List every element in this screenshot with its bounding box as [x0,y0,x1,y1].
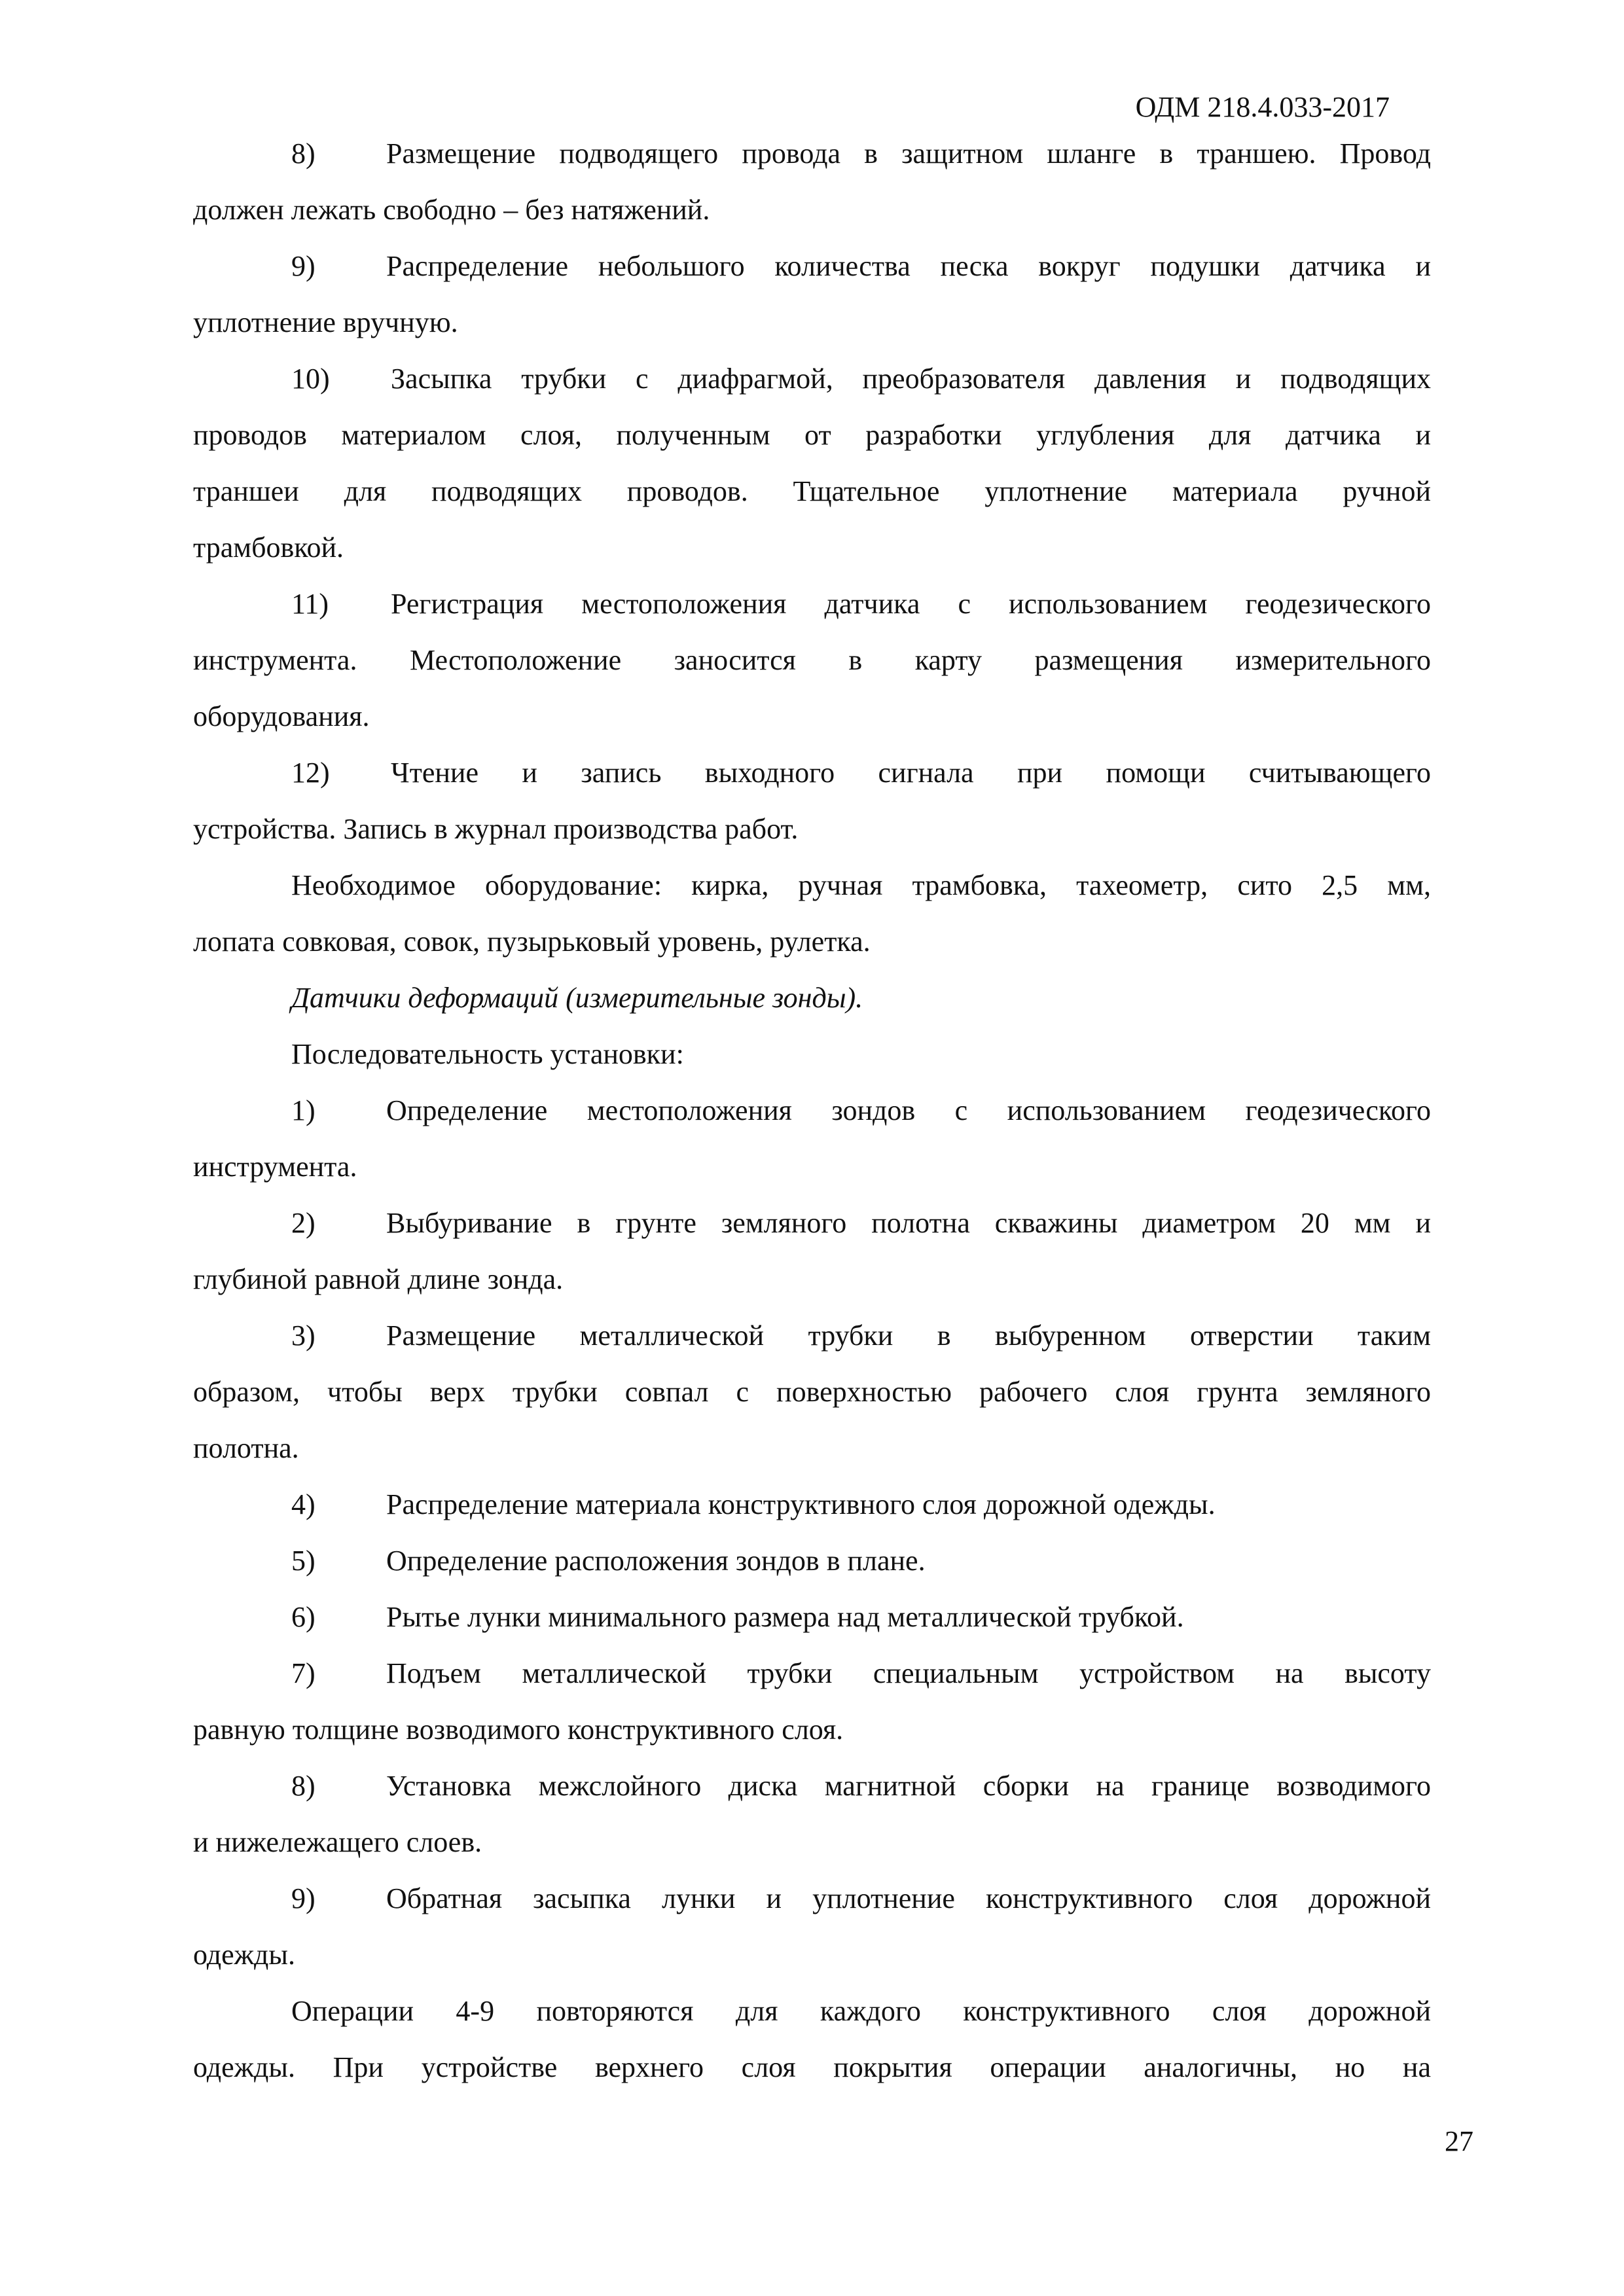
list-item-first-line [193,1871,1431,1927]
list-item-number: 2) [291,1207,316,1239]
list-item-number: 5) [291,1545,316,1577]
list-item-continuation: трамбовкой. [193,531,344,564]
list-item-continuation: оборудования. [193,700,370,732]
list-item-text: Установка межслойного диска магнитной сборки на границе возводимого [386,1770,1431,1802]
list-item-text: Выбуривание в грунте земляного полотна скважины диаметром 20 мм и [386,1207,1431,1239]
page-number: 27 [1445,2125,1473,2157]
list-item-text: Распределение материала конструктивного слоя дорожной одежды. [386,1488,1216,1520]
list-item-continuation: устройства. Запись в журнал производства работ. [193,813,799,845]
list-item-number: 1) [291,1094,316,1126]
list-item-number: 8) [291,1770,316,1802]
list-item-text: Рытье лунки минимального размера над металлической трубкой. [386,1601,1184,1633]
closing-paragraph-line: Операции 4-9 повторяются для каждого конструктивного слоя дорожной [291,1995,1431,2027]
list-item-first-line [193,351,1431,407]
list-item-continuation: проводов материалом слоя, полученным от разработки углубления для датчика и [193,419,1431,451]
page-body [193,126,1431,2096]
list-item-continuation: должен лежать свободно – без натяжений. [193,194,710,226]
list-item-number: 3) [291,1319,316,1352]
list-item-number: 9) [291,1882,316,1914]
list-item-text: Регистрация местоположения датчика с использованием геодезического [391,588,1431,620]
list-item-first-line [193,1645,1431,1702]
list-item-first-line [193,126,1431,182]
equipment-paragraph-line: Необходимое оборудование: кирка, ручная трамбовка, тахеометр, сито 2,5 мм, [291,869,1431,901]
equipment-paragraph-line: лопата совковая, совок, пузырьковый уровень, рулетка. [193,925,871,958]
list-item-number: 10) [291,363,330,395]
list-item-number: 7) [291,1657,316,1689]
section-title: Датчики деформаций (измерительные зонды). [291,982,863,1014]
list-item-number: 9) [291,250,316,282]
closing-paragraph-line: одежды. При устройстве верхнего слоя покрытия операции аналогичны, но на [193,2051,1431,2083]
list-item-text: Размещение подводящего провода в защитном шланге в траншею. Провод [386,137,1431,170]
list-item-continuation: образом, чтобы верх трубки совпал с поверхностью рабочего слоя грунта земляного [193,1376,1431,1408]
list-item-first-line [193,1308,1431,1364]
sequence-label: Последовательность установки: [291,1038,684,1070]
list-item-number: 12) [291,757,330,789]
list-item-first-line [193,1533,1431,1589]
list-item-text: Обратная засыпка лунки и уплотнение конструктивного слоя дорожной [386,1882,1431,1914]
list-item-first-line [193,1195,1431,1251]
list-item-continuation: инструмента. Местоположение заносится в карту размещения измерительного [193,644,1431,676]
list-item-first-line [193,1758,1431,1814]
list-item-number: 8) [291,137,316,170]
list-item-continuation: траншеи для подводящих проводов. Тщательное уплотнение материала ручной [193,475,1431,507]
list-item-continuation: глубиной равной длине зонда. [193,1263,564,1295]
list-item-first-line [193,745,1431,801]
list-item-text: Подъем металлической трубки специальным устройством на высоту [386,1657,1431,1689]
list-item-continuation: одежды. [193,1939,295,1971]
list-item-number: 6) [291,1601,316,1633]
list-item-first-line [193,238,1431,295]
list-item-continuation: инструмента. [193,1151,357,1183]
list-item-continuation: уплотнение вручную. [193,306,458,338]
list-item-text: Распределение небольшого количества песка вокруг подушки датчика и [386,250,1431,282]
list-item-number: 11) [291,588,329,620]
list-item-text: Определение расположения зондов в плане. [386,1545,926,1577]
list-item-first-line [193,576,1431,632]
list-item-first-line [193,1477,1431,1533]
list-item-text: Размещение металлической трубки в выбуренном отверстии таким [386,1319,1431,1352]
list-item-continuation: полотна. [193,1432,299,1464]
list-item-continuation: равную толщине возводимого конструктивного слоя. [193,1713,844,1746]
document-code-header: ОДМ 218.4.033-2017 [1135,91,1390,123]
list-item-text: Чтение и запись выходного сигнала при помощи считывающего [391,757,1431,789]
list-item-first-line [193,1083,1431,1139]
list-item-continuation: и нижележащего слоев. [193,1826,482,1858]
list-item-text: Засыпка трубки с диафрагмой, преобразователя давления и подводящих [391,363,1431,395]
list-item-text: Определение местоположения зондов с использованием геодезического [386,1094,1431,1126]
list-item-number: 4) [291,1488,316,1520]
list-item-first-line [193,1589,1431,1645]
